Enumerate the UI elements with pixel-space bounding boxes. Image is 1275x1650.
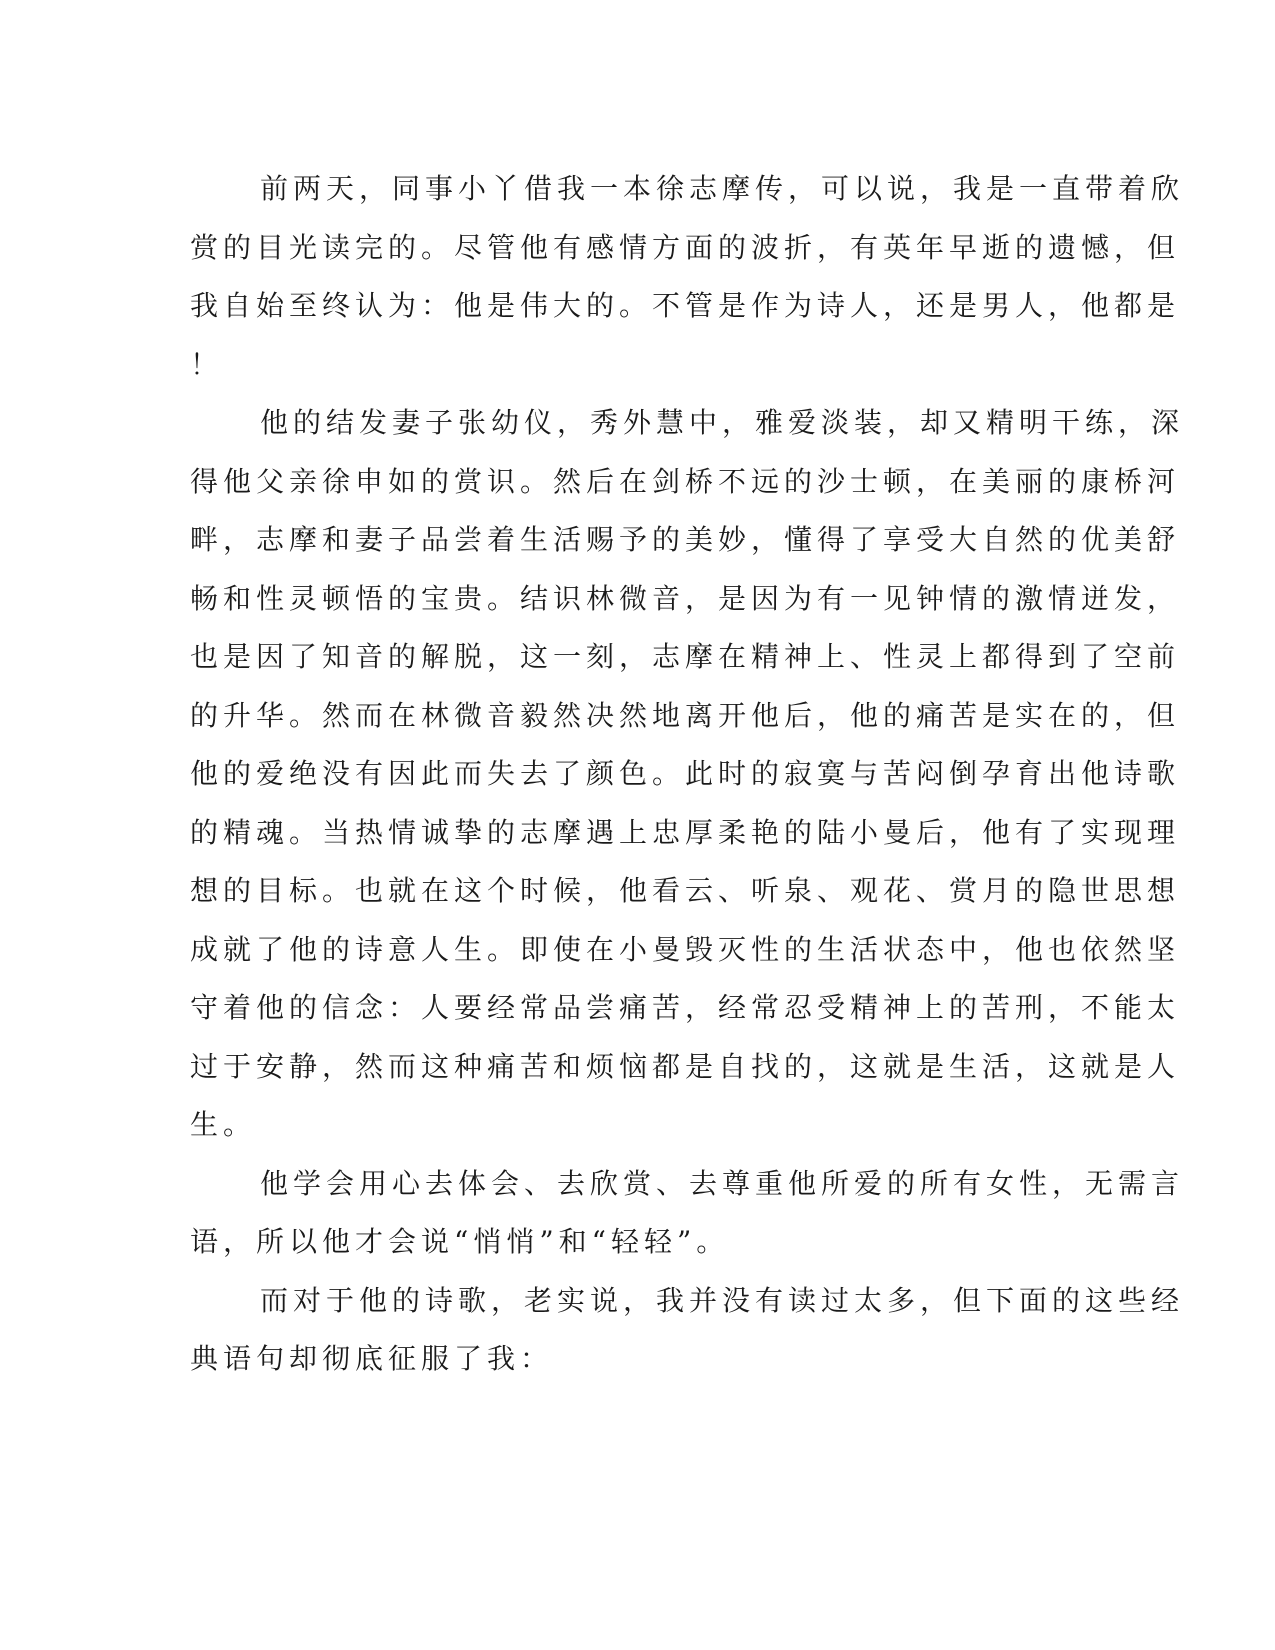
paragraph-line: 语，所以他才会说“悄悄”和“轻轻”。	[190, 1225, 730, 1258]
paragraph-line: 过于安静，然而这种痛苦和烦恼都是自找的，这就是生活，这就是人	[190, 1049, 1181, 1083]
paragraph-line: 守着他的信念：人要经常品尝痛苦，经常忍受精神上的苦刑，不能太	[190, 991, 1181, 1024]
paragraph-line: 我自始至终认为：他是伟大的。不管是作为诗人，还是男人，他都是	[190, 289, 1181, 322]
paragraph-2	[190, 394, 1185, 1155]
paragraph-line: 他的爱绝没有因此而失去了颜色。此时的寂寞与苦闷倒孕育出他诗歌	[190, 757, 1181, 790]
paragraph-line: 成就了他的诗意人生。即使在小曼毁灭性的生活状态中，他也依然坚	[190, 932, 1181, 966]
paragraph-1	[190, 160, 1185, 394]
paragraph-line: 的精魂。当热情诚挚的志摩遇上忠厚柔艳的陆小曼后，他有了实现理	[190, 815, 1181, 849]
paragraph-line: ！	[190, 347, 224, 381]
paragraph-line: 畔，志摩和妻子品尝着生活赐予的美妙，懂得了享受大自然的优美舒	[190, 523, 1181, 556]
paragraph-line: 他学会用心去体会、去欣赏、去尊重他所爱的所有女性，无需言	[260, 1166, 1185, 1200]
paragraph-3	[190, 1155, 1185, 1272]
paragraph-line: 得他父亲徐申如的赏识。然后在剑桥不远的沙士顿，在美丽的康桥河	[190, 464, 1181, 498]
paragraph-line: 他的结发妻子张幼仪，秀外慧中，雅爱淡装，却又精明干练，深	[260, 406, 1185, 439]
paragraph-line: 典语句却彻底征服了我：	[190, 1342, 554, 1375]
paragraph-line: 想的目标。也就在这个时候，他看云、听泉、观花、赏月的隐世思想	[190, 874, 1181, 907]
paragraph-line: 赏的目光读完的。尽管他有感情方面的波折，有英年早逝的遗憾，但	[190, 230, 1181, 264]
paragraph-line: 生。	[190, 1108, 257, 1141]
paragraph-line: 而对于他的诗歌，老实说，我并没有读过太多，但下面的这些经	[260, 1283, 1185, 1317]
document-body	[190, 160, 1185, 1389]
paragraph-line: 的升华。然而在林微音毅然决然地离开他后，他的痛苦是实在的，但	[190, 698, 1181, 732]
paragraph-line: 也是因了知音的解脱，这一刻，志摩在精神上、性灵上都得到了空前	[190, 640, 1181, 673]
paragraph-line: 畅和性灵顿悟的宝贵。结识林微音，是因为有一见钟情的激情迸发，	[190, 581, 1181, 615]
paragraph-line: 前两天，同事小丫借我一本徐志摩传，可以说，我是一直带着欣	[260, 172, 1185, 205]
paragraph-4	[190, 1272, 1185, 1389]
